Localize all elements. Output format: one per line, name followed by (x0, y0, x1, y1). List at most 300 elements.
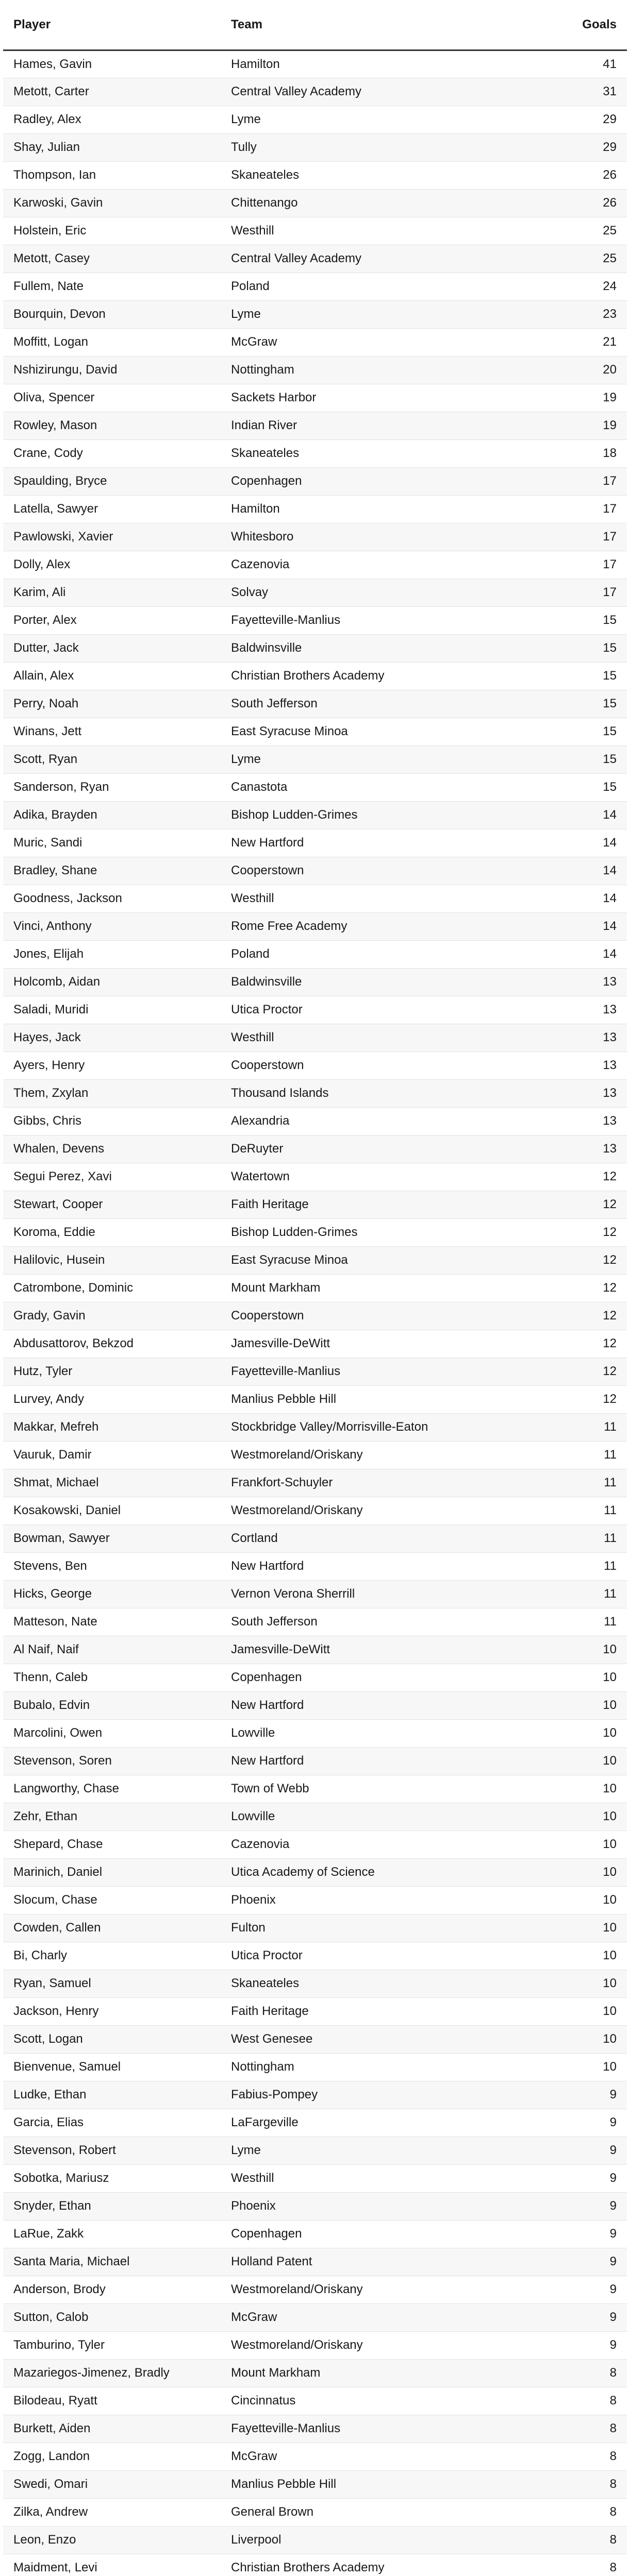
goals-cell: 17 (509, 579, 627, 606)
goals-cell: 9 (509, 2109, 627, 2137)
team-cell: Holland Patent (221, 2248, 509, 2276)
player-cell: Bourquin, Devon (3, 300, 221, 328)
team-cell: Bishop Ludden-Grimes (221, 1218, 509, 1246)
player-cell: Cowden, Callen (3, 1914, 221, 1942)
table-row (3, 2220, 627, 2248)
player-cell: LaRue, Zakk (3, 2220, 221, 2248)
player-cell: Swedi, Omari (3, 2470, 221, 2498)
player-cell: Scott, Ryan (3, 745, 221, 773)
team-cell: DeRuyter (221, 1135, 509, 1163)
goals-cell: 13 (509, 1052, 627, 1079)
player-cell: Stewart, Cooper (3, 1191, 221, 1218)
goals-cell: 10 (509, 1636, 627, 1664)
table-row (3, 1552, 627, 1580)
goals-cell: 10 (509, 1831, 627, 1858)
player-cell: Maidment, Levi (3, 2554, 221, 2576)
goals-cell: 8 (509, 2443, 627, 2470)
goals-cell: 14 (509, 857, 627, 885)
goals-cell: 8 (509, 2470, 627, 2498)
table-row (3, 662, 627, 690)
player-cell: Allain, Alex (3, 662, 221, 690)
team-cell: Copenhagen (221, 467, 509, 495)
team-cell: Cooperstown (221, 857, 509, 885)
table-row (3, 1997, 627, 2025)
team-cell: Skaneateles (221, 1970, 509, 1997)
team-cell: Thousand Islands (221, 1079, 509, 1107)
table-row (3, 1218, 627, 1246)
player-cell: Adika, Brayden (3, 801, 221, 829)
team-cell: Skaneateles (221, 439, 509, 467)
player-cell: Karim, Ali (3, 579, 221, 606)
player-cell: Dutter, Jack (3, 634, 221, 662)
table-row (3, 300, 627, 328)
table-row (3, 384, 627, 412)
player-cell: Muric, Sandi (3, 829, 221, 857)
team-cell: Westmoreland/Oriskany (221, 2276, 509, 2303)
goals-cell: 9 (509, 2248, 627, 2276)
goals-cell: 10 (509, 1858, 627, 1886)
team-cell: Town of Webb (221, 1775, 509, 1803)
table-row (3, 857, 627, 885)
table-header (3, 0, 627, 50)
goals-cell: 10 (509, 1914, 627, 1942)
goals-cell: 9 (509, 2331, 627, 2359)
table-row (3, 2526, 627, 2554)
player-cell: Shmat, Michael (3, 1469, 221, 1497)
player-cell: Al Naif, Naif (3, 1636, 221, 1664)
team-cell: Phoenix (221, 2192, 509, 2220)
goals-cell: 9 (509, 2303, 627, 2331)
team-cell: Fayetteville-Manlius (221, 2415, 509, 2443)
player-cell: Hames, Gavin (3, 50, 221, 78)
player-cell: Thompson, Ian (3, 161, 221, 189)
table-row (3, 161, 627, 189)
table-row (3, 1052, 627, 1079)
table-row (3, 467, 627, 495)
goals-cell: 24 (509, 273, 627, 300)
goals-cell: 12 (509, 1330, 627, 1358)
goals-cell: 13 (509, 968, 627, 996)
table-row (3, 495, 627, 523)
table-row (3, 1719, 627, 1747)
team-cell: Poland (221, 273, 509, 300)
goals-cell: 11 (509, 1469, 627, 1497)
table-row (3, 2331, 627, 2359)
table-row (3, 912, 627, 940)
table-row (3, 1246, 627, 1274)
table-row (3, 1636, 627, 1664)
table-row (3, 106, 627, 133)
table-row (3, 217, 627, 245)
table-row (3, 412, 627, 439)
table-row (3, 1107, 627, 1135)
player-cell: Metott, Carter (3, 78, 221, 106)
table-row (3, 245, 627, 273)
table-row (3, 1580, 627, 1608)
team-cell: Lyme (221, 745, 509, 773)
player-cell: Moffitt, Logan (3, 328, 221, 356)
team-cell: East Syracuse Minoa (221, 718, 509, 745)
player-cell: Kosakowski, Daniel (3, 1497, 221, 1524)
table-row (3, 885, 627, 912)
goals-cell: 11 (509, 1552, 627, 1580)
table-row (3, 1079, 627, 1107)
team-cell: Baldwinsville (221, 968, 509, 996)
player-cell: Spaulding, Bryce (3, 467, 221, 495)
table-row (3, 1441, 627, 1469)
goals-cell: 13 (509, 1079, 627, 1107)
table-row (3, 1775, 627, 1803)
goals-cell: 15 (509, 718, 627, 745)
team-cell: Westmoreland/Oriskany (221, 2331, 509, 2359)
team-column-header[interactable]: Team (221, 0, 509, 50)
team-cell: West Genesee (221, 2025, 509, 2053)
goals-cell: 9 (509, 2192, 627, 2220)
team-cell: South Jefferson (221, 690, 509, 718)
goals-cell: 9 (509, 2164, 627, 2192)
player-cell: Bilodeau, Ryatt (3, 2387, 221, 2415)
table-row (3, 328, 627, 356)
player-cell: Rowley, Mason (3, 412, 221, 439)
player-cell: Marinich, Daniel (3, 1858, 221, 1886)
table-row (3, 1497, 627, 1524)
player-cell: Gibbs, Chris (3, 1107, 221, 1135)
team-cell: Watertown (221, 1163, 509, 1191)
table-row (3, 2025, 627, 2053)
goals-cell: 8 (509, 2498, 627, 2526)
team-cell: Nottingham (221, 2053, 509, 2081)
player-cell: Holstein, Eric (3, 217, 221, 245)
table-row (3, 1803, 627, 1831)
table-row (3, 634, 627, 662)
table-row (3, 2498, 627, 2526)
table-row (3, 2137, 627, 2164)
player-cell: Matteson, Nate (3, 1608, 221, 1636)
goals-cell: 13 (509, 996, 627, 1024)
player-cell: Whalen, Devens (3, 1135, 221, 1163)
table-row (3, 1469, 627, 1497)
goals-cell: 9 (509, 2276, 627, 2303)
team-cell: New Hartford (221, 1552, 509, 1580)
table-row (3, 1886, 627, 1914)
table-row (3, 551, 627, 579)
player-cell: Shay, Julian (3, 133, 221, 161)
table-row (3, 1831, 627, 1858)
player-cell: Koroma, Eddie (3, 1218, 221, 1246)
goals-cell: 12 (509, 1385, 627, 1413)
team-cell: Solvay (221, 579, 509, 606)
team-cell: Cooperstown (221, 1052, 509, 1079)
player-cell: Burkett, Aiden (3, 2415, 221, 2443)
goals-cell: 20 (509, 356, 627, 384)
player-cell: Nshizirungu, David (3, 356, 221, 384)
team-cell: Baldwinsville (221, 634, 509, 662)
team-cell: Manlius Pebble Hill (221, 1385, 509, 1413)
goals-cell: 25 (509, 245, 627, 273)
player-cell: Halilovic, Husein (3, 1246, 221, 1274)
player-cell: Catrombone, Dominic (3, 1274, 221, 1302)
table-row (3, 1191, 627, 1218)
player-cell: Ludke, Ethan (3, 2081, 221, 2109)
goals-cell: 17 (509, 467, 627, 495)
table-row (3, 1691, 627, 1719)
team-cell: Cooperstown (221, 1302, 509, 1330)
team-cell: Liverpool (221, 2526, 509, 2554)
team-cell: Canastota (221, 773, 509, 801)
team-cell: Lowville (221, 1803, 509, 1831)
table-row (3, 1135, 627, 1163)
team-cell: Copenhagen (221, 1664, 509, 1691)
player-cell: Them, Zxylan (3, 1079, 221, 1107)
table-row (3, 2081, 627, 2109)
team-cell: New Hartford (221, 829, 509, 857)
player-cell: Thenn, Caleb (3, 1664, 221, 1691)
goals-cell: 10 (509, 2025, 627, 2053)
team-cell: Fayetteville-Manlius (221, 606, 509, 634)
team-cell: Hamilton (221, 495, 509, 523)
table-row (3, 1664, 627, 1691)
goals-cell: 11 (509, 1497, 627, 1524)
table-row (3, 773, 627, 801)
team-cell: General Brown (221, 2498, 509, 2526)
goals-cell: 15 (509, 690, 627, 718)
goals-cell: 8 (509, 2526, 627, 2554)
team-cell: Lyme (221, 2137, 509, 2164)
player-cell: Scott, Logan (3, 2025, 221, 2053)
player-cell: Stevenson, Robert (3, 2137, 221, 2164)
table-row (3, 745, 627, 773)
team-cell: New Hartford (221, 1747, 509, 1775)
goals-cell: 15 (509, 634, 627, 662)
player-cell: Dolly, Alex (3, 551, 221, 579)
player-cell: Jones, Elijah (3, 940, 221, 968)
table-row (3, 606, 627, 634)
player-cell: Perry, Noah (3, 690, 221, 718)
player-cell: Porter, Alex (3, 606, 221, 634)
team-cell: Phoenix (221, 1886, 509, 1914)
player-cell: Bowman, Sawyer (3, 1524, 221, 1552)
goals-column-header[interactable]: Goals (509, 0, 627, 50)
player-cell: Bienvenue, Samuel (3, 2053, 221, 2081)
player-cell: Vauruk, Damir (3, 1441, 221, 1469)
player-cell: Grady, Gavin (3, 1302, 221, 1330)
table-row (3, 2415, 627, 2443)
team-cell: Cazenovia (221, 551, 509, 579)
player-cell: Anderson, Brody (3, 2276, 221, 2303)
goals-cell: 12 (509, 1302, 627, 1330)
goals-cell: 8 (509, 2415, 627, 2443)
goals-cell: 12 (509, 1163, 627, 1191)
player-cell: Makkar, Mefreh (3, 1413, 221, 1441)
table-row (3, 1163, 627, 1191)
goals-cell: 10 (509, 1942, 627, 1970)
table-row (3, 1608, 627, 1636)
team-cell: Westmoreland/Oriskany (221, 1497, 509, 1524)
goals-cell: 12 (509, 1218, 627, 1246)
team-cell: Mount Markham (221, 1274, 509, 1302)
team-cell: McGraw (221, 2443, 509, 2470)
team-cell: Jamesville-DeWitt (221, 1636, 509, 1664)
goals-cell: 17 (509, 523, 627, 551)
goals-cell: 13 (509, 1135, 627, 1163)
header-row (3, 0, 627, 50)
goals-cell: 12 (509, 1274, 627, 1302)
player-cell: Bradley, Shane (3, 857, 221, 885)
goals-cell: 15 (509, 662, 627, 690)
goals-cell: 12 (509, 1191, 627, 1218)
team-cell: Cincinnatus (221, 2387, 509, 2415)
goals-cell: 12 (509, 1246, 627, 1274)
player-cell: Abdusattorov, Bekzod (3, 1330, 221, 1358)
team-cell: Manlius Pebble Hill (221, 2470, 509, 2498)
player-cell: Bubalo, Edvin (3, 1691, 221, 1719)
table-row (3, 1858, 627, 1886)
goals-cell: 15 (509, 606, 627, 634)
player-cell: Radley, Alex (3, 106, 221, 133)
goals-cell: 8 (509, 2387, 627, 2415)
table-row (3, 1358, 627, 1385)
table-row (3, 2276, 627, 2303)
goals-cell: 13 (509, 1024, 627, 1052)
goals-cell: 11 (509, 1413, 627, 1441)
team-cell: Stockbridge Valley/Morrisville-Eaton (221, 1413, 509, 1441)
goals-cell: 8 (509, 2359, 627, 2387)
table-row (3, 2387, 627, 2415)
table-row (3, 50, 627, 78)
table-row (3, 1747, 627, 1775)
team-cell: Mount Markham (221, 2359, 509, 2387)
team-cell: Cortland (221, 1524, 509, 1552)
goals-cell: 15 (509, 745, 627, 773)
goals-table (3, 0, 627, 2576)
goals-cell: 29 (509, 106, 627, 133)
table-row (3, 1330, 627, 1358)
goals-cell: 29 (509, 133, 627, 161)
team-cell: Bishop Ludden-Grimes (221, 801, 509, 829)
team-cell: Utica Proctor (221, 1942, 509, 1970)
team-cell: Rome Free Academy (221, 912, 509, 940)
table-row (3, 2109, 627, 2137)
table-row (3, 1970, 627, 1997)
player-cell: Holcomb, Aidan (3, 968, 221, 996)
table-row (3, 1413, 627, 1441)
table-row (3, 1914, 627, 1942)
goals-cell: 17 (509, 551, 627, 579)
player-cell: Latella, Sawyer (3, 495, 221, 523)
team-cell: Westhill (221, 217, 509, 245)
goals-cell: 9 (509, 2137, 627, 2164)
player-cell: Karwoski, Gavin (3, 189, 221, 217)
table-row (3, 968, 627, 996)
team-cell: Christian Brothers Academy (221, 662, 509, 690)
player-cell: Jackson, Henry (3, 1997, 221, 2025)
table-row (3, 1024, 627, 1052)
team-cell: Tully (221, 133, 509, 161)
table-row (3, 2554, 627, 2576)
player-cell: Lurvey, Andy (3, 1385, 221, 1413)
player-cell: Bi, Charly (3, 1942, 221, 1970)
table-row (3, 1942, 627, 1970)
goals-cell: 41 (509, 50, 627, 78)
table-row (3, 356, 627, 384)
goals-cell: 10 (509, 1691, 627, 1719)
goals-cell: 12 (509, 1358, 627, 1385)
player-cell: Goodness, Jackson (3, 885, 221, 912)
table-row (3, 2470, 627, 2498)
table-row (3, 801, 627, 829)
player-cell: Fullem, Nate (3, 273, 221, 300)
player-cell: Slocum, Chase (3, 1886, 221, 1914)
team-cell: Westmoreland/Oriskany (221, 1441, 509, 1469)
player-column-header[interactable]: Player (3, 0, 221, 50)
goals-cell: 23 (509, 300, 627, 328)
team-cell: Faith Heritage (221, 1997, 509, 2025)
team-cell: Frankfort-Schuyler (221, 1469, 509, 1497)
team-cell: McGraw (221, 328, 509, 356)
player-cell: Stevens, Ben (3, 1552, 221, 1580)
goals-cell: 25 (509, 217, 627, 245)
player-cell: Pawlowski, Xavier (3, 523, 221, 551)
player-cell: Metott, Casey (3, 245, 221, 273)
table-row (3, 439, 627, 467)
team-cell: Hamilton (221, 50, 509, 78)
team-cell: Sackets Harbor (221, 384, 509, 412)
team-cell: Fabius-Pompey (221, 2081, 509, 2109)
team-cell: Chittenango (221, 189, 509, 217)
goals-cell: 10 (509, 1970, 627, 1997)
goals-cell: 10 (509, 1747, 627, 1775)
player-cell: Hutz, Tyler (3, 1358, 221, 1385)
team-cell: Lowville (221, 1719, 509, 1747)
table-row (3, 690, 627, 718)
player-cell: Langworthy, Chase (3, 1775, 221, 1803)
goals-cell: 8 (509, 2554, 627, 2576)
goals-cell: 11 (509, 1441, 627, 1469)
table-row (3, 2303, 627, 2331)
team-cell: LaFargeville (221, 2109, 509, 2137)
player-cell: Mazariegos-Jimenez, Bradly (3, 2359, 221, 2387)
team-cell: Lyme (221, 300, 509, 328)
goals-cell: 10 (509, 1886, 627, 1914)
player-cell: Zilka, Andrew (3, 2498, 221, 2526)
team-cell: Central Valley Academy (221, 78, 509, 106)
player-cell: Crane, Cody (3, 439, 221, 467)
table-row (3, 2248, 627, 2276)
player-cell: Santa Maria, Michael (3, 2248, 221, 2276)
team-cell: Westhill (221, 1024, 509, 1052)
table-row (3, 133, 627, 161)
table-row (3, 2053, 627, 2081)
team-cell: Whitesboro (221, 523, 509, 551)
table-row (3, 523, 627, 551)
goals-cell: 14 (509, 801, 627, 829)
table-row (3, 829, 627, 857)
player-cell: Zehr, Ethan (3, 1803, 221, 1831)
goals-cell: 10 (509, 1775, 627, 1803)
goals-cell: 11 (509, 1580, 627, 1608)
player-cell: Saladi, Muridi (3, 996, 221, 1024)
table-row (3, 718, 627, 745)
team-cell: Lyme (221, 106, 509, 133)
player-cell: Vinci, Anthony (3, 912, 221, 940)
goals-cell: 10 (509, 1664, 627, 1691)
goals-cell: 14 (509, 885, 627, 912)
team-cell: Poland (221, 940, 509, 968)
player-cell: Ryan, Samuel (3, 1970, 221, 1997)
player-cell: Segui Perez, Xavi (3, 1163, 221, 1191)
team-cell: Copenhagen (221, 2220, 509, 2248)
table-row (3, 940, 627, 968)
